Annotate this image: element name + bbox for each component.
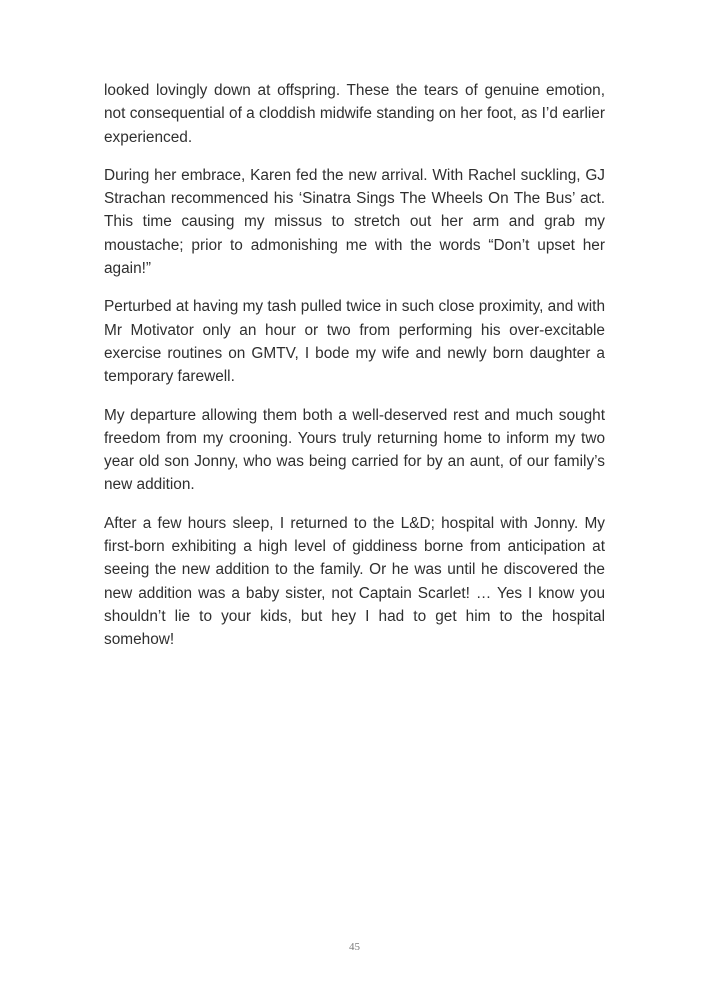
paragraph: looked lovingly down at offspring. These the tears of genuine emotion, not consequential of a cloddish midwife standing on her foot, as I’d earlier experienced.	[104, 82, 605, 146]
paragraph: After a few hours sleep, I returned to the L&D; hospital with Jonny. My first-born exhibiting a high level of giddiness borne from anticipation at seeing the new addition to the family. Or he was until he discovered the new addition was a baby sister, not Captain Scarlet! … Yes I know you shouldn’t lie to your kids, but hey I had to get him to the hospital somehow!	[104, 514, 605, 649]
paragraph: Perturbed at having my tash pulled twice in such close proximity, and with Mr Motivator only an hour or two from performing his over-excitable exercise routines on GMTV, I bode my wife and newly born daughter a temporary farewell.	[104, 298, 606, 386]
paragraph: During her embrace, Karen fed the new arrival. With Rachel suckling, GJ Strachan recommenced his ‘Sinatra Sings The Wheels On The Bus’ act. This time causing my missus to stretch out her arm and grab my moustache; prior to admonishing me with the words “Don’t upset her again!”	[104, 166, 605, 278]
paragraph: My departure allowing them both a well-deserved rest and much sought freedom from my crooning. Yours truly returning home to inform my two year old son Jonny, who was being carried for by an aunt, of our family’s new addition.	[104, 406, 605, 494]
page-number: 45	[349, 941, 360, 953]
body-text	[104, 79, 605, 667]
